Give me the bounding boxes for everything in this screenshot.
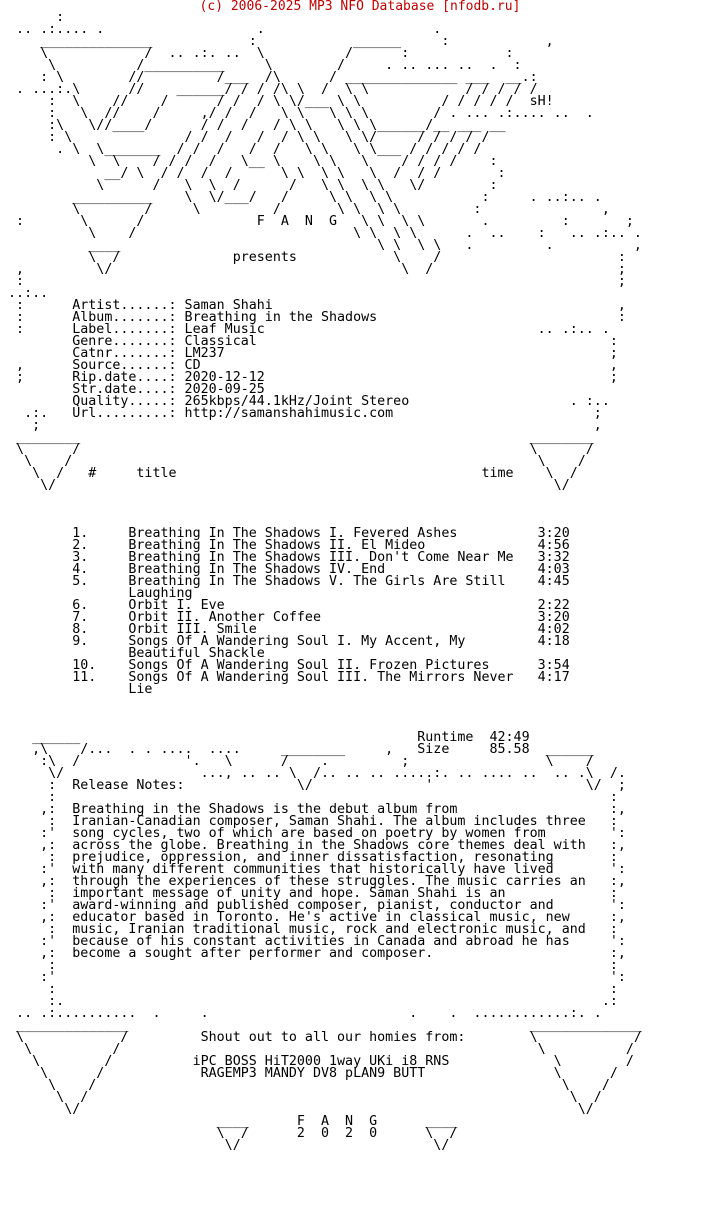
- site-credit[interactable]: (c) 2006-2025 MP3 NFO Database [nfodb.ru]: [199, 0, 521, 14]
- nfo-ascii-document: : .. .:.... . . . ______________ : ______ : , \ / .. .:. .. \ / : : \ /__________ \ / . .. ... .. . : : \ // /___ /\ / ______________ ___ __.: . ...:.\ // ______/ / / /\ \ / \ \ / / / / / : \ // / / / / \ \/___ \ \ / / / / / sH! : \ // / ,/ / / \ \ \ \ \ / . ... .:.... .. . :\ \//____/ / / / / \ \ \ \ \______/__ ___ __ : \ / / / / / \ \ \ \/ / / / / / . \ \_______ / / / / / \ \ \ \___ / / / / / \ \ / / / / \__ \ \ \ \ / / / / : __/ \ / / / / \ \ \ \ \ / / / : \ / \ \ / / \ \ \ \ \/ : __________ \ \/___/ / \ \ \ \ : . ..:.. . \ / \ / \ \ \ \ : , : \ / F A N G \ \ \ \ . : ; \ / \ \ \ \ . .. : .. .:.. . ____ \ \ \ \ . . , \ / presents \ / : , \/ \ / ; : ; ..:.. : Artist......: Saman Shahi , : Album.......: Breathing in the Shadows : : Label.......: Leaf Music .. .:.. . Genre.......: Classical : Catnr.......: LM237 ; , Source......: CD , ; Rip.date....: 2020-12-12 ; Str.date....: 2020-09-25 Quality.....: 265kbps/44.1kHz/Joint Stereo . :.. .:. Url.........: http://samanshahimusic.com ; ; , ________ ________ \ / \ / \ / \ / \ / # title time \ / \/ \/ 1. Breathing In The Shadows I. Fevered Ashes 3:20 2. Breathing In The Shadows II. El Mideo 4:56 3. Breathing In The Shadows III. Don't Come Near Me 3:32 4. Breathing In The Shadows IV. End 4:03 5. Breathing In The Shadows V. The Girls Are Still 4:45 Laughing 6. Orbit I. Eve 2:22 7. Orbit II. Another Coffee 3:20 8. Orbit III. Smile 4:02 9. Songs Of A Wandering Soul I. My Accent, My 4:18 Beautiful Shackle 10. Songs Of A Wandering Soul II. Frozen Pictures 3:54 11. Songs Of A Wandering Soul III. The Mirrors Never 4:17 Lie ______ Runtime 42:49 ,\ /... . . .... .... ________ , Size 85.58 ______ :\ / '. \ / . ; \ / \/ ..., .. .. \ /.. .. .. .....:. .. .... .. .. .\ /. : Release Notes: \/ ' \/ ; : : ,: Breathing in the Shadows is the debut album from :, : Iranian-Canadian composer, Saman Shahi. The album includes three : :' song cycles, two of which are based on poetry by women from ': ,: across the globe. Breathing in the Shadows core themes deal with :, : prejudice, oppression, and inner dissatisfaction, resonating : :' with many different communities that historically have lived ': ,: through the experiences of these struggles. The music carries an :, : important message of unity and hope. Saman Shahi is an : :' award-winning and published composer, pianist, conductor and ': ,: educator based in Toronto. He's active in classical music, new :, : music, Iranian traditional music, rock and electronic music, and : :' because of his constant activities in Canada and abroad he has ': ,: become a sought after performer and composer. :, : : :' ': : : :. .: .. .:.......... . . . . ............:. . ______________ ______________ \ / Shout out to all our homies from: \ / \ / \ / \ / iPC BOSS HiT2000 1way UKi i8 RNS \ / \ / RAGEMP3 MANDY DV8 pLAN9 BUTT \ / \ / \ / \ / \ / \/ \/ ____ F A N G ____ \ / 2 0 2 0 \ / \/ \/: [8, 10, 642, 1153]
